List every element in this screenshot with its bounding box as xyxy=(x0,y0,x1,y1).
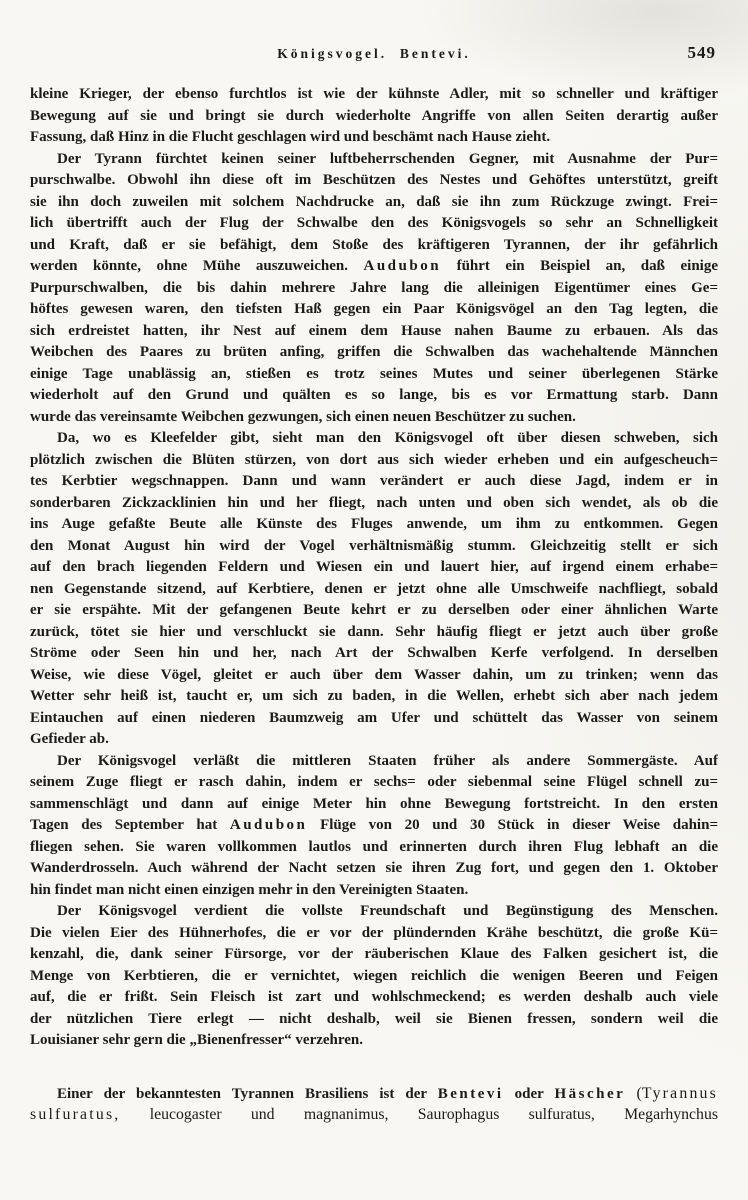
paragraph xyxy=(30,751,718,902)
text-line xyxy=(30,557,718,579)
text-line xyxy=(30,837,718,859)
text-line xyxy=(30,944,718,966)
text-segment: Der Tyrann fürchtet keinen seiner luftbeherrschenden Gegner, mit Ausnahme der Pur= xyxy=(57,150,718,167)
text-line xyxy=(30,149,718,171)
text-line xyxy=(30,579,718,601)
text-segment: plötzlich zwischen die Blüten stürzen, von dort aus sich wieder erheben und ein aufgescheuch= xyxy=(30,451,718,468)
text-segment: Bewegung auf sie und bringt sie durch wiederholte Angriffe von allen Seiten derartig außer xyxy=(30,107,718,124)
text-segment: Einer der bekanntesten Tyrannen Brasiliens ist der xyxy=(57,1085,438,1102)
text-line xyxy=(30,858,718,880)
paragraph xyxy=(30,84,718,149)
text-line xyxy=(30,278,718,300)
text-line xyxy=(30,1083,718,1105)
text-segment: höftes gewesen waren, den tiefsten Haß gegen ein Paar Königsvögel an den Tag legten, die xyxy=(30,301,718,317)
text-line xyxy=(30,708,718,730)
text-segment-ant: ( xyxy=(625,1084,642,1102)
paragraph xyxy=(30,1083,718,1126)
text-segment: er sie erspähte. Mit der gefangenen Beute kehrt er zu derselben oder einer ähnlichen Warte xyxy=(30,602,718,618)
text-segment: lich übertrifft auch der Flug der Schwalbe den des Königsvogels so sehr an Schnelligkeit xyxy=(30,215,718,231)
text-segment: Weise, wie diese Vögel, gleitet er auch über dem Wasser dahin, um zu trinken; wenn das xyxy=(30,666,718,683)
text-line xyxy=(30,428,718,450)
text-line xyxy=(30,321,718,343)
paragraph xyxy=(30,428,718,751)
text-line xyxy=(30,901,718,923)
text-segment: Menge von Kerbtieren, die er vernichtet, wiegen reichlich die wenigen Beeren und Feigen xyxy=(30,967,718,984)
text-line xyxy=(30,923,718,945)
text-segment: wiederholt auf den Grund und quälten es so lange, bis es vor Ermattung starb. Dann xyxy=(30,387,718,403)
text-segment: sonderbaren Zickzacklinien hin und her fliegt, nach unten und oben sich wendet, als ob die xyxy=(30,494,718,511)
text-line xyxy=(30,407,718,429)
text-segment: kenzahl, die, dank seiner Fürsorge, vor der räuberischen Klaue des Falken gesichert ist, die xyxy=(30,946,718,962)
text-line xyxy=(30,751,718,773)
text-line xyxy=(30,235,718,257)
text-segment-sperr: Häscher xyxy=(554,1085,626,1102)
text-segment: Wetter sehr heiß ist, taucht er, um sich zu baden, in die Wellen, erhebt sich aber nach jedem xyxy=(30,688,718,704)
text-segment-sperr: Bentevi xyxy=(437,1085,504,1102)
text-segment: wurde das vereinsamte Weibchen gezwungen, sich einen neuen Beschützer zu suchen. xyxy=(30,408,576,425)
text-line xyxy=(30,514,718,536)
running-title: Königsvogel. Bentevi. xyxy=(277,46,471,61)
text-segment: sich erdreistet hatten, ihr Nest auf einem dem Hause nahen Baume zu erbauen. Als das xyxy=(30,322,718,339)
text-segment: zurück, tötet sie hier und verschluckt sie dann. Sehr häufig fliegt er jetzt auch über große xyxy=(30,623,718,640)
text-segment: purschwalbe. Obwohl ihn diese oft im Beschützen des Nestes und Gehöftes unterstützt, greift xyxy=(30,172,718,188)
text-segment: tes Kerbtier wegschnappen. Dann und wann verändert er auch diese Jagd, indem er in xyxy=(30,473,718,489)
text-segment: führt ein Beispiel an, daß einige xyxy=(441,258,718,274)
text-line xyxy=(30,493,718,515)
text-segment: nen Gegenstande sitzend, auf Kerbtiere, denen er jetzt ohne alle Umschweife nachfliegt, sobald xyxy=(30,580,718,597)
text-line xyxy=(30,987,718,1009)
text-segment: und Kraft, daß er sie befähigt, dem Stoße des kräftigeren Tyrannen, der ihr gefährlich xyxy=(30,236,718,253)
paragraph xyxy=(30,149,718,429)
text-line xyxy=(30,643,718,665)
text-line xyxy=(30,192,718,214)
text-line xyxy=(30,84,718,106)
text-segment-ant: leucogaster und magnanimus, Saurophagus sulfuratus, Megarhynchus xyxy=(120,1106,718,1123)
text-line xyxy=(30,729,718,751)
text-segment: fliegen sehen. Sie waren vollkommen lautlos und erinnerten durch ihren Flug lebhaft an die xyxy=(30,838,718,855)
text-line xyxy=(30,170,718,192)
text-line xyxy=(30,299,718,321)
text-segment: sammenschlägt und dann auf einige Meter hin ohne Bewegung fortstreicht. In den ersten xyxy=(30,795,718,812)
text-line xyxy=(30,106,718,128)
text-line xyxy=(30,815,718,837)
text-line xyxy=(30,127,718,149)
text-segment-sperr: Audubon xyxy=(363,258,442,274)
text-line xyxy=(30,342,718,364)
page-header xyxy=(30,43,718,68)
text-line xyxy=(30,665,718,687)
text-segment: auf den brach liegenden Feldern und Wiesen ein und lauert hier, auf irgend einem erhabe= xyxy=(30,559,718,575)
text-segment: Wanderdrosseln. Auch während der Nacht setzen sie ihren Zug fort, und gegen den 1. Oktober xyxy=(30,860,718,876)
text-segment: der nützlichen Tiere erlegt — nicht deshalb, weil sie Bienen fressen, sondern weil die xyxy=(30,1010,718,1027)
text-segment: Ströme oder Seen hin und her, nach Art der Schwalben Kerfe verfolgend. In derselben xyxy=(30,645,718,661)
text-segment: seinem Zuge fliegt er rasch dahin, indem er sechs= oder siebenmal seine Flügel schnell zu= xyxy=(30,774,718,790)
text-line xyxy=(30,880,718,902)
text-segment-ant-sperr: sulfuratus, xyxy=(30,1106,121,1123)
text-segment: Tagen des September hat xyxy=(30,817,230,833)
text-line xyxy=(30,536,718,558)
text-line xyxy=(30,1009,718,1031)
text-line xyxy=(30,622,718,644)
text-line xyxy=(30,1104,718,1126)
text-line xyxy=(30,471,718,493)
text-segment: Die vielen Eier des Hühnerhofes, die er vor der plündernden Krähe beschützt, die große Kü= xyxy=(30,924,718,941)
text-segment: Eintauchen auf einen niederen Baumzweig am Ufer und schüttelt das Wasser von seinem xyxy=(30,709,718,726)
text-line xyxy=(30,450,718,472)
text-segment: den Monat August hin wird der Vogel verhältnismäßig stumm. Gleichzeitig stellt er sich xyxy=(30,537,718,554)
text-line xyxy=(30,966,718,988)
text-segment: Da, wo es Kleefelder gibt, sieht man den Königsvogel oft über diesen schweben, sich xyxy=(57,430,718,446)
text-line xyxy=(30,600,718,622)
text-line xyxy=(30,213,718,235)
text-segment: Louisianer sehr gern die „Bienenfresser“ verzehren. xyxy=(30,1032,364,1048)
text-segment: ins Auge gefaßte Beute alle Künste des Fluges anwende, um ihm zu entkommen. Gegen xyxy=(30,516,718,532)
text-segment: Gefieder ab. xyxy=(30,731,109,747)
text-line xyxy=(30,686,718,708)
text-line xyxy=(30,364,718,386)
text-segment: Weibchen des Paares zu brüten anfing, griffen die Schwalben das wachehaltende Männchen xyxy=(30,344,718,360)
text-segment: Fassung, daß Hinz in die Flucht geschlagen wird und beschämt nach Hause zieht. xyxy=(30,129,551,145)
text-segment: Flüge von 20 und 30 Stück in dieser Weise dahin= xyxy=(307,817,718,833)
text-segment-ant-sperr: Tyrannus xyxy=(641,1084,718,1102)
text-segment-sperr: Audubon xyxy=(229,817,308,833)
text-line xyxy=(30,385,718,407)
text-line xyxy=(30,256,718,278)
text-line xyxy=(30,772,718,794)
text-segment: werden könnte, ohne Mühe auszuweichen. xyxy=(30,258,364,274)
text-segment: sie ihn doch zuweilen mit solchem Nachdrucke an, daß sie ihn zum Rückzuge zwingt. Frei= xyxy=(30,193,718,210)
text-line xyxy=(30,1030,718,1052)
text-segment: einige Tage unablässig an, stießen es trotz seines Mutes und seiner überlegenen Stärke xyxy=(30,365,718,382)
text-line xyxy=(30,794,718,816)
text-segment: Der Königsvogel verläßt die mittleren Staaten früher als andere Sommergäste. Auf xyxy=(57,752,718,769)
text-segment: Purpurschwalben, die bis dahin mehrere Jahre lang die alleinigen Eigentümer eines Ge= xyxy=(30,279,718,296)
text-segment: hin findet man nicht einen einzigen mehr in den Vereinigten Staaten. xyxy=(30,881,469,898)
text-segment: Der Königsvogel verdient die vollste Freundschaft und Begünstigung des Menschen. xyxy=(57,903,718,919)
text-segment: oder xyxy=(503,1085,555,1102)
text-body xyxy=(30,84,718,1126)
page-number: 549 xyxy=(687,43,716,62)
text-segment: kleine Krieger, der ebenso furchtlos ist wie der kühnste Adler, mit so schneller und kräftiger xyxy=(30,86,718,102)
paragraph xyxy=(30,901,718,1052)
text-segment: auf, die er frißt. Sein Fleisch ist zart und wohlschmeckend; es werden deshalb auch viele xyxy=(30,989,718,1005)
